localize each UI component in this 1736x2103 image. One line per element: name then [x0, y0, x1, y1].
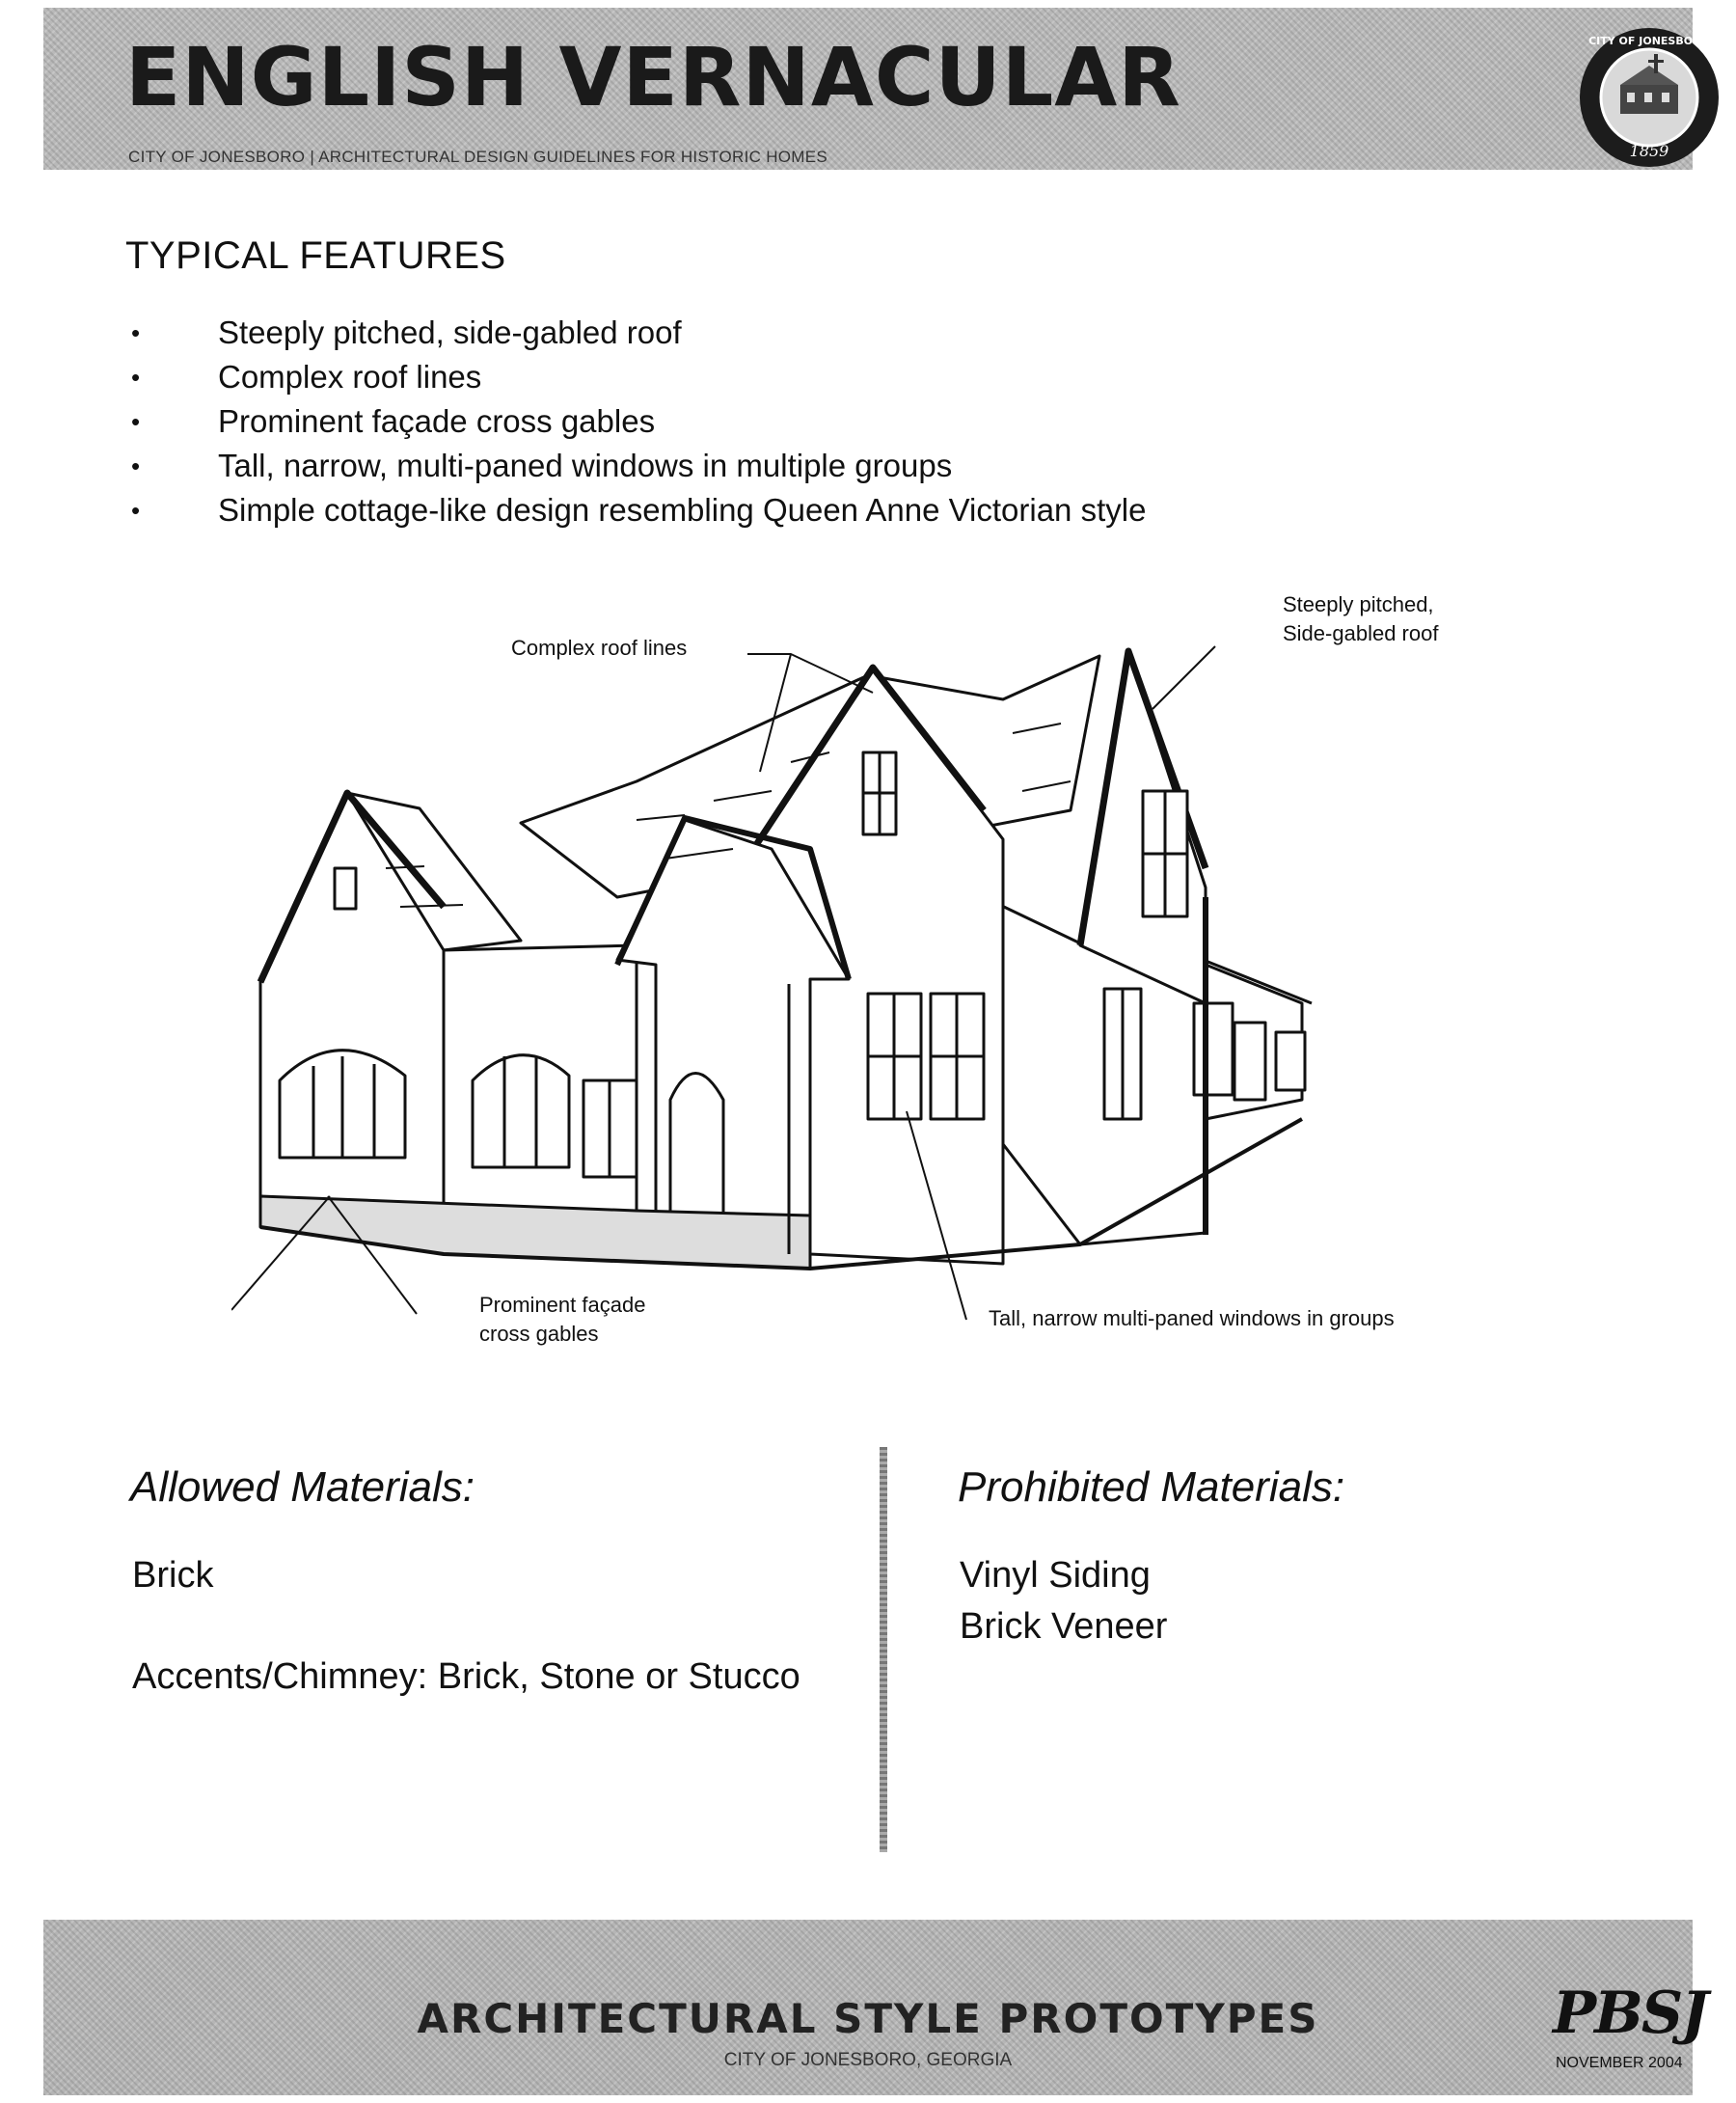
bullet-icon: •	[131, 451, 141, 480]
callout-roof-lines: Complex roof lines	[511, 636, 688, 660]
footer-date: NOVEMBER 2004	[1556, 2055, 1683, 2071]
attic-window-left	[335, 868, 356, 909]
prohibited-item: Brick Veneer	[960, 1606, 1168, 1647]
pbsj-logo: PBSJ	[1553, 1980, 1707, 2047]
allowed-item: Brick	[132, 1555, 214, 1596]
prohibited-item: Vinyl Siding	[960, 1555, 1151, 1596]
features-heading: TYPICAL FEATURES	[125, 234, 506, 277]
callout-steep-roof-2: Side-gabled roof	[1283, 621, 1439, 645]
footer-subtitle: CITY OF JONESBORO, GEORGIA	[723, 2050, 1013, 2070]
bullet-icon: •	[131, 363, 141, 392]
feature-text: Simple cottage-like design resembling Queen Anne Victorian style	[218, 492, 1147, 528]
bullet-icon: •	[131, 318, 141, 347]
right-window-3	[1234, 1023, 1265, 1100]
feature-text: Steeply pitched, side-gabled roof	[218, 314, 682, 350]
footer-banner	[43, 1920, 1707, 2095]
column-divider	[880, 1447, 887, 1852]
feature-text: Tall, narrow, multi-paned windows in multiple groups	[218, 448, 953, 483]
page-title: ENGLISH VERNACULAR	[125, 30, 1181, 124]
bullet-icon: •	[131, 496, 141, 525]
city-seal-logo	[1577, 25, 1722, 170]
callout-windows: Tall, narrow multi-paned windows in groups	[989, 1306, 1395, 1330]
bullet-icon: •	[131, 407, 141, 436]
callout-gables-2: cross gables	[479, 1322, 599, 1346]
callout-gables-1: Prominent façade	[479, 1293, 646, 1317]
right-window-2	[1194, 1003, 1233, 1095]
prohibited-heading: Prohibited Materials:	[958, 1463, 1345, 1511]
callout-steep-roof-1: Steeply pitched,	[1283, 592, 1434, 616]
seal-year: 1859	[1629, 142, 1669, 160]
seal-text: CITY OF JONESBORO	[1588, 35, 1710, 47]
house-illustration	[231, 579, 1427, 1379]
feature-text: Complex roof lines	[218, 359, 482, 395]
header-banner	[43, 8, 1710, 170]
right-window-4	[1276, 1032, 1305, 1090]
footer-title: ARCHITECTURAL STYLE PROTOTYPES	[417, 1995, 1319, 2042]
header-subtitle: CITY OF JONESBORO | ARCHITECTURAL DESIGN GUIDELINES FOR HISTORIC HOMES	[128, 148, 828, 166]
allowed-heading: Allowed Materials:	[130, 1463, 475, 1511]
arched-window-middle	[473, 1055, 569, 1167]
feature-text: Prominent façade cross gables	[218, 403, 656, 439]
allowed-item: Accents/Chimney: Brick, Stone or Stucco	[132, 1656, 800, 1697]
